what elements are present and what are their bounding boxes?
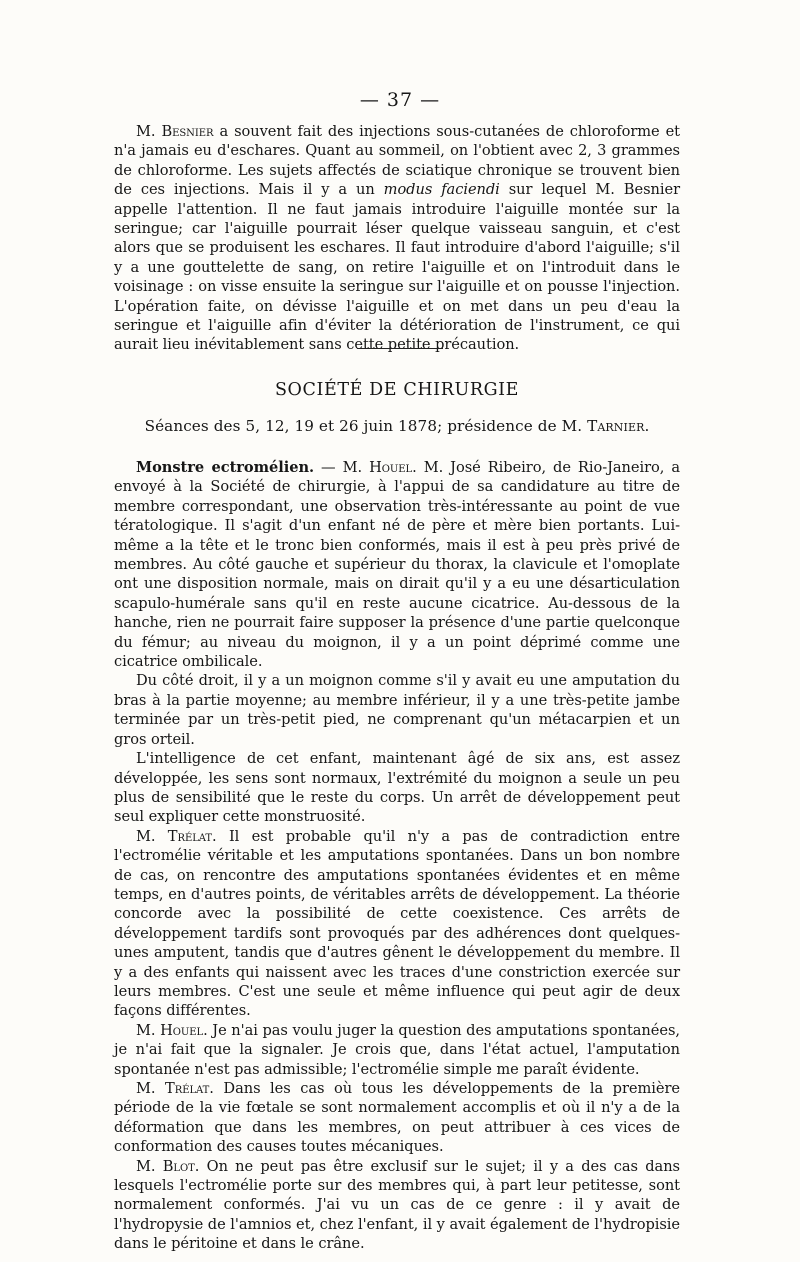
intro-text: [114, 122, 680, 355]
sessions-line: Séances des 5, 12, 19 et 26 juin 1878; présidence de M. Tarnier.: [144, 417, 650, 435]
body-paragraph: Du côté droit, il y a un moignon comme s'il y avait eu une amputation du bras à la partie moyenne; au membre inférieur, il y a une très-petite jambe terminée par un très-petit pied, ne comprenant qu'un métacarpien et un gros orteil.: [114, 672, 680, 748]
body-text: [114, 458, 680, 1254]
intro-paragraph: M. Besnier a souvent fait des injections sous-cutanées de chloroforme et n'a jamais eu d'eschares. Quant au sommeil, on l'obtient avec 2, 3 grammes de chloroforme. Les sujets affectés de sciatique chronique se trouvent bien de ces injections. Mais il y a un modus faciendi sur lequel M. Besnier appelle l'attention. Il ne faut jamais introduire l'aiguille montée sur la seringue; car l'aiguille pourrait léser quelque vaisseau sanguin, et c'est alors que se produisent les eschares. Il faut introduire d'abord l'aiguille; s'il y a une gouttelette de sang, on retire l'aiguille et on l'introduit dans le voisinage : on visse ensuite la seringue sur l'aiguille et on pousse l'injection. L'opération faite, on dévisse l'aiguille et on met dans un peu d'eau la seringue et l'aiguille afin d'éviter la détérioration de l'instrument, ce qui aurait lieu inévitablement sans cette petite précaution.: [114, 123, 680, 354]
page-number: — 37 —: [359, 89, 441, 111]
speaker-name: M. Trélat: [136, 1080, 210, 1097]
article-heading: Monstre ectromélien.: [136, 459, 315, 476]
body-paragraph: Monstre ectromélien. — M. Houel. M. José Ribeiro, de Rio-Janeiro, a envoyé à la Société de chirurgie, à l'appui de sa candidature au titre de membre correspondant, une observation très-intéressante au point de vue tératologique. Il s'agit d'un enfant né de père et mère bien portants. Lui-même a la tête et le tronc bien conformés, mais il est à peu près privé de membres. Au côté gauche et supérieur du thorax, la clavicule et l'omoplate ont une disposition normale, mais on dirait qu'il y a eu une désarticulation scapulo-humérale sans qu'il en reste aucune cicatrice. Au-dessous de la hanche, rien ne pourrait faire supposer la présence d'une partie quelconque du fémur; au niveau du moignon, il y a un point déprimé comme une cicatrice ombilicale.: [114, 459, 680, 671]
body-paragraph: M. Houel. Je n'ai pas voulu juger la question des amputations spontanées, je n'ai fait que la signaler. Je crois que, dans l'état actuel, l'amputation spontanée n'est pas admissible; l'ectromélie simple me paraît évidente.: [114, 1021, 680, 1078]
president-name: M. Tarnier: [561, 417, 645, 435]
body-paragraph: M. Blot. On ne peut pas être exclusif sur le sujet; il y a des cas dans lesquels l'ectromélie porte sur des membres qui, à part leur petitesse, sont normalement conformés. J'ai vu un cas de ce genre : il y avait de l'hydropysie de l'amnios et, chez l'enfant, il y avait également de l'hydropisie dans le péritoine et dans le crâne.: [114, 1157, 680, 1253]
speaker-name: M. Blot: [136, 1157, 195, 1175]
speaker-name: M. Trélat: [136, 827, 213, 845]
body-paragraph: L'intelligence de cet enfant, maintenant âgé de six ans, est assez développée, les sens sont normaux, l'extrémité du moignon a seule un peu plus de sensibilité que le reste du corps. Un arrêt de développement peut seul expliquer cette monstruosité.: [114, 750, 680, 826]
body-paragraph: M. Trélat. Il est probable qu'il n'y a pas de contradiction entre l'ectromélie véritable et les amputations spontanées. Dans un bon nombre de cas, on rencontre des amputations spontanées évidentes et en même temps, en d'autres points, de véritables arrêts de développement. La théorie concorde avec la possibilité de cette coexistence. Ces arrêts de développement tardifs sont provoqués par des adhérences dont quelques-unes amputent, tandis que d'autres gênent le développement du membre. Il y a des enfants qui naissent avec les traces d'une constriction exercée sur leurs membres. C'est une seule et même influence qui peut agir de deux façons différentes.: [114, 827, 680, 1020]
section-title: SOCIÉTÉ DE CHIRURGIE: [274, 380, 520, 400]
speaker-name: M. Houel: [136, 1021, 204, 1039]
body-paragraph: M. Trélat. Dans les cas où tous les développements de la première période de la vie fœtale se sont normalement accomplis et où il n'y a de la déformation que dans les membres, on peut attribuer à ces vices de conformation des causes toutes mécaniques.: [114, 1080, 680, 1156]
section-divider: [357, 348, 443, 349]
speaker-name: M. Besnier: [136, 123, 214, 140]
speaker-name: M. Houel: [342, 459, 413, 476]
latin-phrase: modus faciendi: [383, 181, 500, 199]
